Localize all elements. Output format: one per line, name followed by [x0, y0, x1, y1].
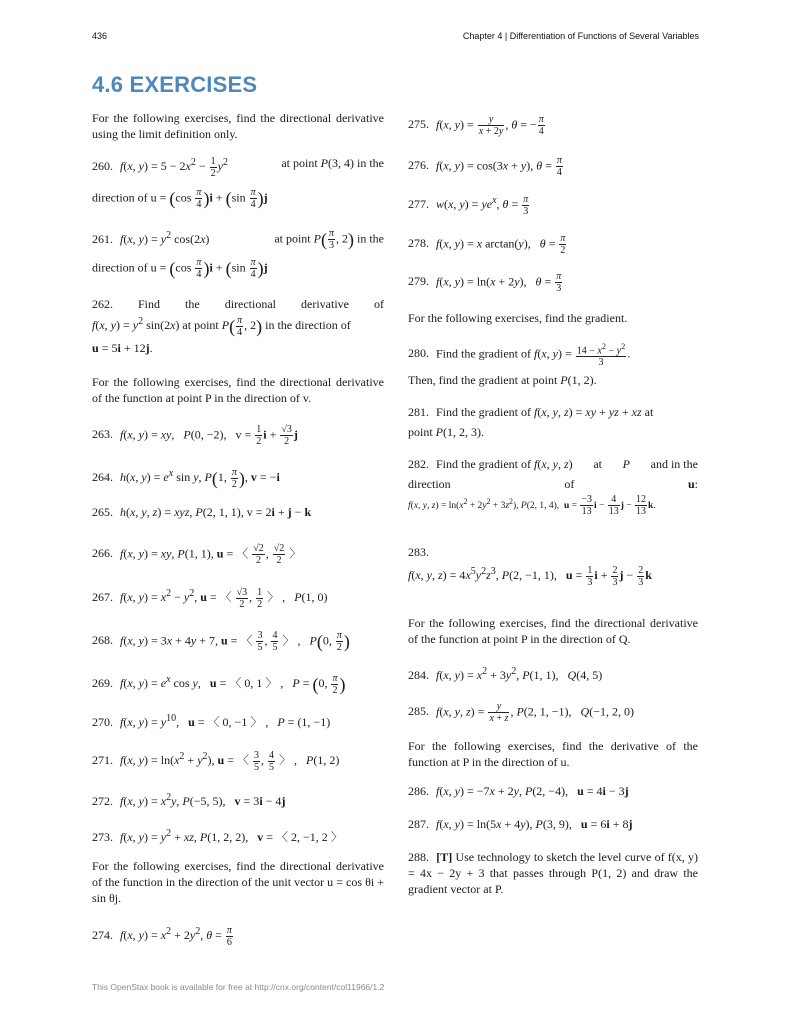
footer-attribution: This OpenStax book is available for free at http://cnx.org/content/col11966/1.2: [92, 982, 385, 992]
exercise-270: 270. f(x, $y) = y^{10}$, u = 〈 0, −1 〉 , P = (1, −1): [92, 713, 331, 729]
exercise-267: 267. f(x, $y) = x^2 - y^2$, u = 〈 $\frac{√3}{2}$ , $\frac{1}{2}$ 〉 , P(1, 0): [92, 586, 328, 610]
exercise-283: 283. f(x, y, $z) = 4x^5y^2z^3$, P(2, −1, 1), u = $\frac{1}{3}$ i + $\frac{2}{3}$ j − $\frac{2}{3}$ k: [408, 545, 652, 588]
intro-unit-vector: For the following exercises, find the directional derivative of the function in the direction of the unit vector u = cos θi + sin θj.: [92, 859, 384, 905]
exercise-284: 284. f(x, $y) = x^2 + 3y^2$, P(1, 1), Q(4, 5): [408, 666, 603, 682]
intro-limit-definition: For the following exercises, find the directional derivative using the limit definition only.: [92, 111, 384, 141]
exercise-266: 266. f(x, y) = xy, P(1, 1), u = 〈 $\frac{√2}{2}$ , $\frac{√2}{2}$ 〉: [92, 543, 302, 566]
exercise-275: 275. f(x, y) = $\frac{y}{x + 2y}$ , θ = − $\frac{\pi}{4}$: [408, 114, 544, 137]
intro-direction-v: For the following exercises, find the directional derivative of the function at point P in the direction of v.: [92, 375, 384, 405]
intro-direction-q: For the following exercises, find the directional derivative of the function at point P in the direction of Q.: [408, 616, 698, 646]
exercise-286: 286. f(x, y) = −7x + 2y, P(2, −4), u = 4i − 3j: [408, 784, 629, 798]
exercise-287: 287. f(x, y) = ln(5x + 4y), P(3, 9), u = 6i + 8j: [408, 817, 633, 831]
exercise-274: 274. f(x, $y) = x^2 + 2y^2$, θ = $\frac{\pi}{6}$: [92, 924, 232, 948]
exercise-272: 272. f(x, $y) = x^2y$, P(−5, 5), v = 3i − 4j: [92, 792, 286, 808]
page-number: 436: [92, 31, 108, 41]
exercise-281: 281. Find the gradient of f(x, y, z) = xy + yz + xz at point P(1, 2, 3).: [408, 405, 654, 439]
exercise-273: 273. f(x, $y) = y^2$ + xz, P(1, 2, 2), v = 〈 2, −1, 2 〉: [92, 828, 343, 844]
exercise-280: 280. Find the gradient of f(x, y) = $\frac{14 - x^2 - y^2}{3}$ . Then, find the gradient at point P(1, 2).: [408, 342, 631, 388]
exercise-265: 265. h(x, y, z) = xyz, P(2, 1, 1), v = 2i + j − k: [92, 505, 312, 519]
exercise-288: 288. [T] Use technology to sketch the level curve of f(x, y) = 4x − 2y + 3 that passes through P(1, 2) and draw the gradient vector at P.: [408, 850, 698, 896]
exercise-269: 269. f(x, $y) = e^x$ cos y, u = 〈 0, 1 〉 , P = (0, $\frac{\pi}{2}$ ): [92, 672, 346, 696]
exercise-277: 277. w(x, $y) = ye^x$, θ = $\frac{\pi}{3}$: [408, 193, 529, 217]
intro-gradient: For the following exercises, find the gradient.: [408, 311, 628, 325]
exercise-282: 282. Find the gradient of f(x, y, z) at P and in the direction of u: f(x, y, $z) = \ln(x^2 + 2y^2 + 3z^2)$, P(2, 1, 4), u = $\frac{-3}{13}$ i − $\frac{4}{13}$ j − $\frac{12}{13}$ k.: [408, 457, 698, 518]
exercise-261: 261. f(x, $y) = y^2$ cos(2x) at point P( $\frac{\pi}{3}$ , 2) in the direction of u = (cos $\frac{\pi}{4}$ )i + (sin $\frac{\pi}{4}$ )j: [92, 228, 384, 280]
exercise-278: 278. f(x, y) = x arctan(y), θ = $\frac{\pi}{2}$: [408, 233, 566, 256]
intro-derivative-u: For the following exercises, find the derivative of the function at P in the direction of u.: [408, 739, 698, 769]
exercise-285: 285. f(x, y, z) = $\frac{y}{x + z}$ , P(2, 1, −1), Q(−1, 2, 0): [408, 701, 634, 724]
chapter-header: Chapter 4 | Differentiation of Functions of Several Variables: [462, 31, 699, 41]
exercise-264: 264. h(x, $y) = e^x$ sin y, P(1, $\frac{\pi}{2}$ ), v = −i: [92, 466, 280, 490]
exercise-271: 271. f(x, $y) = \ln(x^2 + y^2)$, u = 〈 $\frac{3}{5}$ , $\frac{4}{5}$ 〉 , P(1, 2): [92, 749, 340, 773]
exercise-268: 268. f(x, y) = 3x + 4y + 7, u = 〈 $\frac{3}{5}$ , $\frac{4}{5}$ 〉 , P(0, $\frac{\pi}{2}$ ): [92, 630, 350, 653]
exercise-262: 262. Find the directional derivative of f(x, $y) = y^2$ sin(2x) at point P( $\frac{\pi}{4}$ , 2) in the direction of u = 5i + 12j.: [92, 297, 384, 355]
exercise-263: 263. f(x, y) = xy, P(0, −2), v = $\frac{1}{2}$ i + $\frac{√3}{2}$ j: [92, 424, 298, 447]
exercise-279: 279. f(x, y) = ln(x + 2y), θ = $\frac{\pi}{3}$: [408, 271, 562, 294]
exercise-260: 260. f(x, $y) = 5 - 2x^2$ − $\frac{1}{2}$ $y^2$ at point P(3, 4) in the direction of u = (cos $\frac{\pi}{4}$ )i + (sin $\frac{\pi}{4}$ )j: [92, 155, 384, 210]
section-title: 4.6 EXERCISES: [92, 72, 258, 97]
exercise-276: 276. f(x, y) = cos(3x + y), θ = $\frac{\pi}{4}$: [408, 155, 562, 178]
